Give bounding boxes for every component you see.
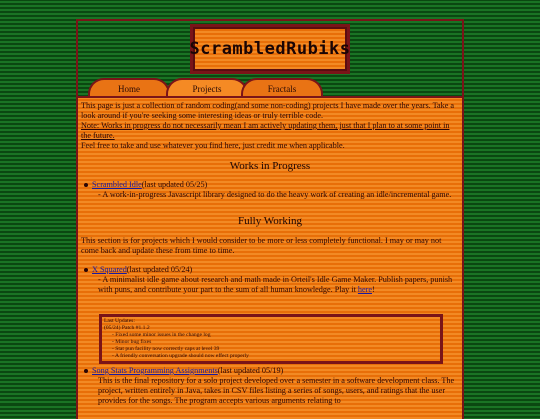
site-logo[interactable] [190,24,350,74]
song-stats-link[interactable]: Song Stats Programming Assignments [92,366,218,375]
scrambled-idle-link[interactable]: Scrambled Idle [92,180,142,189]
site-header [78,21,462,97]
play-here-link[interactable]: here [357,285,373,294]
bullet [84,369,88,373]
list-item [81,180,459,190]
fully-working-heading: Fully Working [237,215,302,227]
item-description: This is the final repository for a solo project developed over a semester in a software development class. The project, written entirely in Java, takes in CSV files listing a series of songs, users, and ratings that the user provides for the songs. The program accepts various arguments relating to [98,376,455,405]
logo-text: ScrambledRubiks [189,39,351,59]
tab-fractals[interactable]: Fractals [241,78,323,97]
update-line: - Minor bug fixes [112,339,152,345]
update-line: - Fixed some minor issues in the change log [112,332,211,338]
wip-heading: Works in Progress [229,160,311,172]
tab-projects[interactable]: Projects [166,78,248,97]
list-item [81,366,459,376]
list-item [81,265,459,275]
item-updated: (last updated 05/24) [126,265,193,274]
desc-text: - A minimalist idle game about research and math made in Orteil's Idle Game Maker. Publish papers, punish with puns, and contribute your part to the sum of all human knowledge. Play it [98,275,453,294]
item-updated: (last updated 05/19) [217,366,284,375]
fully-working-intro: This section is for projects which I would consider to be more or less completely functional. I may or may not come back and update these from time to time. [81,236,442,255]
update-log-box[interactable] [99,314,443,364]
main-content [81,101,459,295]
item-description [81,275,459,295]
item-description: - A work-in-progress Javascript library designed to do the heavy work of creating an idle/incremental game. [98,190,452,199]
header-divider [78,96,462,98]
desc-end: ! [372,285,375,294]
intro-credit: Feel free to take and use whatever you find here, just credit me when applicable. [81,141,345,150]
page-container [76,19,464,419]
intro-text: This page is just a collection of random coding(and some non-coding) projects I have made over the years. Take a look around if you're seeking some interesting ideas or truly terrible code. [81,101,455,120]
song-stats-section [81,366,459,406]
item-updated: (last updated 05/25) [141,180,208,189]
bullet [84,268,88,272]
intro-note: Note: Works in progress do not necessarily mean I am actively updating them, just that I plan to at some point in the future. [81,121,450,140]
update-line: - A friendly conversation upgrade should now effect properly [112,353,249,359]
bullet [84,183,88,187]
x-squared-link[interactable]: X Squared [92,265,127,274]
update-title: Last Updates: [104,318,135,324]
update-version: (05/24) Patch #1.1.2 [104,325,150,331]
update-line: - Stat pun facility now correctly caps at level 39 [112,346,220,352]
tab-home[interactable]: Home [88,78,170,97]
logo-inner [189,27,351,71]
